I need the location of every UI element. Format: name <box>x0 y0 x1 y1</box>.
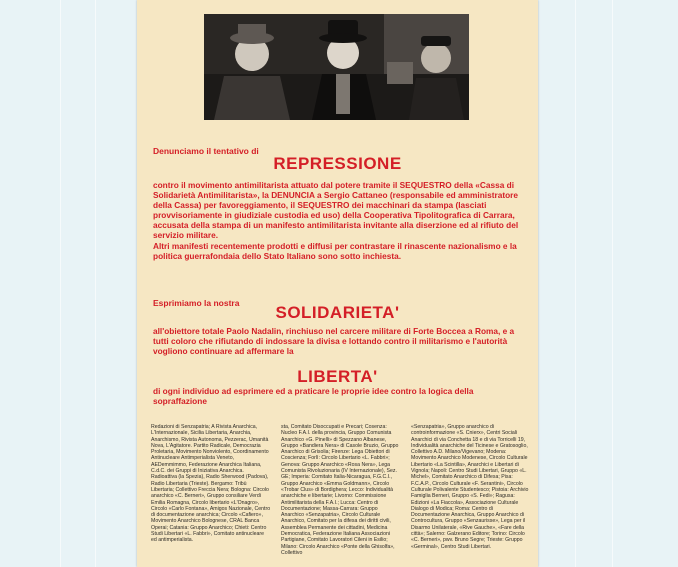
signatures-column: sta, Comitato Disoccupati e Precari; Cosenza: Nucleo F.A.I. della provincia, Gruppo Comunista Anarchico «G. Pinelli» di Spezzano Albanese, Gruppo «Bandiera Nera» di Casole Bruzio, Gruppo Anarchico di Grisolia; Firenze: Lega Obiettori di Coscienza; Forlì: Circolo Libertario «L. Fabbri»; Genova: Gruppo Anarchico «Rosa Nera», Lega Comunista Rivoluzionaria (IV Internazionale), Sez. GE; Imperia: Comitato Italia-Nicaragua, F.G.C.I., Gruppo Anarchico «Emma Goldmann», Circolo «Trobar Clus» di Bordighera; Lecco: Individualità anarchiche e libertarie; Livorno: Commissione Antimilitarista della F.A.I.; Lucca: Centro di Documentazione; Massa-Carrara: Gruppo Anarchico «Senzapatria», Circolo Culturale Anarchico, Comitato per la difesa dei diritti civili, Assemblea Permanente dei cittadini, Medicina Democratica, Federazione Italiana Associazioni Partigiane, Comitato Lavoratori Cileni in Esilio; Milano: Circolo Anarchico «Ponte della Ghisolfa», Collettivo <box>281 424 399 556</box>
photo-three-men <box>204 14 469 120</box>
signatures-column: «Senzapatria», Gruppo anarchico di controinformazione «S. Cnierx», Centri Sociali Anarchici di via Conchetta 18 e di via Torricelli 19, Individualità anarchiche del Ticinese e Gratosoglio, Collettivo A.D. Milano/Vigevano; Modena: Movimento Anarchico Modenese, Circolo Culturale Libertario «La Scintilla», Anarchici e Libertari di Vignola; Napoli: Centro Studi Libertari, Gruppo «L. Michel», Comitato Anarchico di Difesa; Pisa: F.C.A.P., Circolo Culturale «F. Serantini», Circolo Culturale Polivalente Studentesco; Pistoia: Archivio Famiglia Berneri, Gruppo «S. Fedi»; Ragusa: Edizioni «La Fiaccola», Associazione Culturale Dialogo di Modica; Roma: Centro di Documentazione Anarchica, Gruppo Anarchico di Controcultura, Gruppo «Senzaurisse», Lega per il Disarmo Unilaterale, «Rive Gauche», «Fare della città»; Salerno: Galzerano Editore; Torino: Circolo «C. Berneri», pwv. Bruno Segre; Trieste: Gruppo «Germinal», Centro Studi Libertari. <box>411 424 529 550</box>
signatures-block <box>151 424 531 556</box>
heading-liberta: LIBERTA' <box>297 367 378 386</box>
signatures-column: Redazioni di Senzapatria; A Rivista Anarchica, L'Internazionale, Sicilia Libertaria, Anarchia, Anarchismo, Rivista Autonoma, Pezzerac, Umanità Nova, L'Agitatore. Partito Radicale, Democrazia Proletaria, Movimento Nonviolento, Coordinamento Antinucleare Antimperialista Veneto, AEDemmimmo, Federazione Anarchica Italiana, C.d.C. dei Gruppi di Iniziativa Anarchica. Radioattiva (la Spezia), Radio Sherwood (Padova), Radio Libertaria (Trieste). Bergamo: Tribù Libertaria; Collettivo Freccia Nera; Bologna: Circolo anarchico «C. Berneri», Gruppo consiliare Verdi Emilia Romagna, Circolo libertario «L'Onagro», Circolo «Carlo Fontana», Amigos Nazionale, Centro di documentazione anarchica; Circolo «Cafiero», Movimento Anarchico Bolognese, CRAL Banca Operai; Catania: Gruppo Anarchico; Chieti: Centro Studi Libertari «L. Fabbri», Comitato antinucleare ed antimperialista. <box>151 424 271 544</box>
paragraph-denuncia: contro il movimento antimilitarista attuato dal potere tramite il SEQUESTRO della «Cassa di Solidarietà Antimilitarista», la DENUNCIA a Sergio Cattaneo (responsabile ed amministratore della Cassa) per favoreggiamento, il SEQUESTRO dei macchinari da stampa (lasciati provvisoriamente in giudiziale custodia ed uso) della Cooperativa Tipolitografica di Carrara, accusata della stampa di un manifesto antimilitarista invitante alla diserzione ed al rifiuto del servizio militare. <box>153 180 519 240</box>
poster-sheet <box>137 0 538 567</box>
paragraph-liberta: di ogni individuo ad esprimere ed a praticare le proprie idee contro la logica della sopraffazione <box>153 386 474 406</box>
heading-solidarieta: SOLIDARIETA' <box>275 303 400 322</box>
paragraph-obiettore: all'obiettore totale Paolo Nadalin, rinchiuso nel carcere militare di Forte Boccea a Roma, e a tutti coloro che rifiutando di indossare la divisa e lottando contro il militarismo e l'autorità vogliono continuare ad affermare la <box>153 326 515 356</box>
intro-line: Denunciamo il tentativo di <box>153 146 259 156</box>
heading-repressione: REPRESSIONE <box>273 154 402 173</box>
paragraph-manifesti: Altri manifesti recentemente prodotti e diffusi per contrastare il rinascente nazionalismo e la politica guerrafondaia dello Stato Italiano sono sotto inchiesta. <box>153 241 517 261</box>
intro-line-2: Esprimiamo la nostra <box>153 298 240 308</box>
